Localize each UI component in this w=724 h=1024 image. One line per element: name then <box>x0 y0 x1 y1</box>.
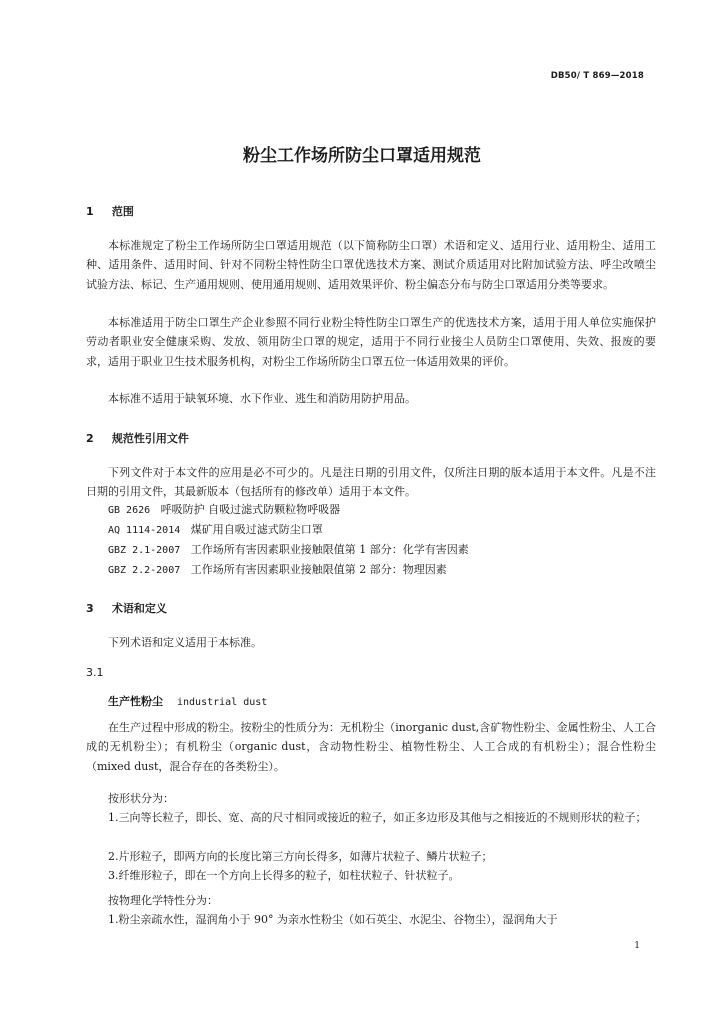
clause-number: 3.1 <box>86 666 104 679</box>
reference-code: GBZ 2.1-2007 <box>108 545 181 556</box>
paragraph: 下列术语和定义适用于本标准。 <box>108 636 262 649</box>
section-heading-2 <box>86 430 189 446</box>
reference-code: AQ 1114-2014 <box>108 525 181 536</box>
standard-code: DB50/ T 869—2018 <box>550 71 644 81</box>
term-chinese: 生产性粉尘 <box>108 695 163 708</box>
reference-name: 煤矿用自吸过滤式防尘口罩 <box>190 523 323 536</box>
paragraph: 本标准适用于防尘口罩生产企业参照不同行业粉尘特性防尘口罩生产的优选技术方案，适用于用人单位实施保护劳动者职业安全健康采购、发放、领用防尘口罩的规定，适用于不同行业接尘人员防尘口罩使用、失效、报废的要求，适用于职业卫生技术服务机构，对粉尘工作场所防尘口罩五位一体适用效果的评价。 <box>86 316 656 368</box>
section-title: 术语和定义 <box>111 602 167 615</box>
term-english: industrial dust <box>177 697 268 708</box>
paragraph: 本标准不适用于缺氧环境、水下作业、逃生和消防用防护用品。 <box>108 392 416 405</box>
section-number: 3 <box>86 602 94 615</box>
reference-name: 工作场所有害因素职业接触限值第 2 部分：物理因素 <box>190 563 447 576</box>
definition-paragraph: 在生产过程中形成的粉尘。按粉尘的性质分为：无机粉尘（inorganic dust,含矿物性粉尘、金属性粉尘、人工合成的无机粉尘）；有机粉尘（organic dust，含动物性粉尘、植物性粉尘、人工合成的有机粉尘）；混合性粉尘（mixed dust，混合存在的各类粉尘）。 <box>86 721 656 773</box>
chem-item: 1.粉尘亲疏水性，湿润角小于 90° 为亲水性粉尘（如石英尘、水泥尘、谷物尘），湿润角大于 <box>108 913 558 926</box>
reference-item <box>108 560 447 580</box>
section-title: 范围 <box>111 205 134 218</box>
section-number: 2 <box>86 432 94 445</box>
shape-intro: 按形状分为： <box>108 792 174 805</box>
section-number: 1 <box>86 205 94 218</box>
chem-intro: 按物理化学特性分为： <box>108 894 218 907</box>
shape-item: 2.片形粒子，即两方向的长度比第三方向长得多，如薄片状粒子、鳞片状粒子； <box>108 850 493 863</box>
section-title: 规范性引用文件 <box>111 432 189 445</box>
section-heading-1 <box>86 203 134 219</box>
reference-item <box>108 520 323 540</box>
section-heading-3 <box>86 600 167 616</box>
reference-item <box>108 540 469 560</box>
reference-code: GBZ 2.2-2007 <box>108 565 181 576</box>
paragraph: 本标准规定了粉尘工作场所防尘口罩适用规范（以下简称防尘口罩）术语和定义、适用行业、适用粉尘、适用工种、适用条件、适用时间、针对不同粉尘特性防尘口罩优选技术方案、测试介质适用对比附加试验方法、呼尘改喷尘试验方法、标记、生产通用规则、使用通用规则、适用效果评价、粉尘偏态分布与防尘口罩适用分类等要求。 <box>86 239 656 291</box>
reference-name: 工作场所有害因素职业接触限值第 1 部分：化学有害因素 <box>190 543 469 556</box>
document-title: 粉尘工作场所防尘口罩适用规范 <box>243 146 481 166</box>
reference-code: GB 2626 <box>108 505 151 516</box>
page-number: 1 <box>634 941 640 951</box>
shape-item: 3.纤维形粒子，即在一个方向上长得多的粒子，如柱状粒子、针状粒子。 <box>108 869 460 882</box>
shape-item: 1.三向等长粒子，即长、宽、高的尺寸相同或接近的粒子，如正多边形及其他与之相接近的不规则形状的粒子； <box>108 811 647 824</box>
reference-name: 呼吸防护 自吸过滤式防颗粒物呼吸器 <box>160 503 341 516</box>
reference-item <box>108 500 340 520</box>
term-entry <box>108 693 267 709</box>
paragraph: 下列文件对于本文件的应用是必不可少的。凡是注日期的引用文件，仅所注日期的版本适用于本文件。凡是不注日期的引用文件，其最新版本（包括所有的修改单）适用于本文件。 <box>86 466 656 499</box>
